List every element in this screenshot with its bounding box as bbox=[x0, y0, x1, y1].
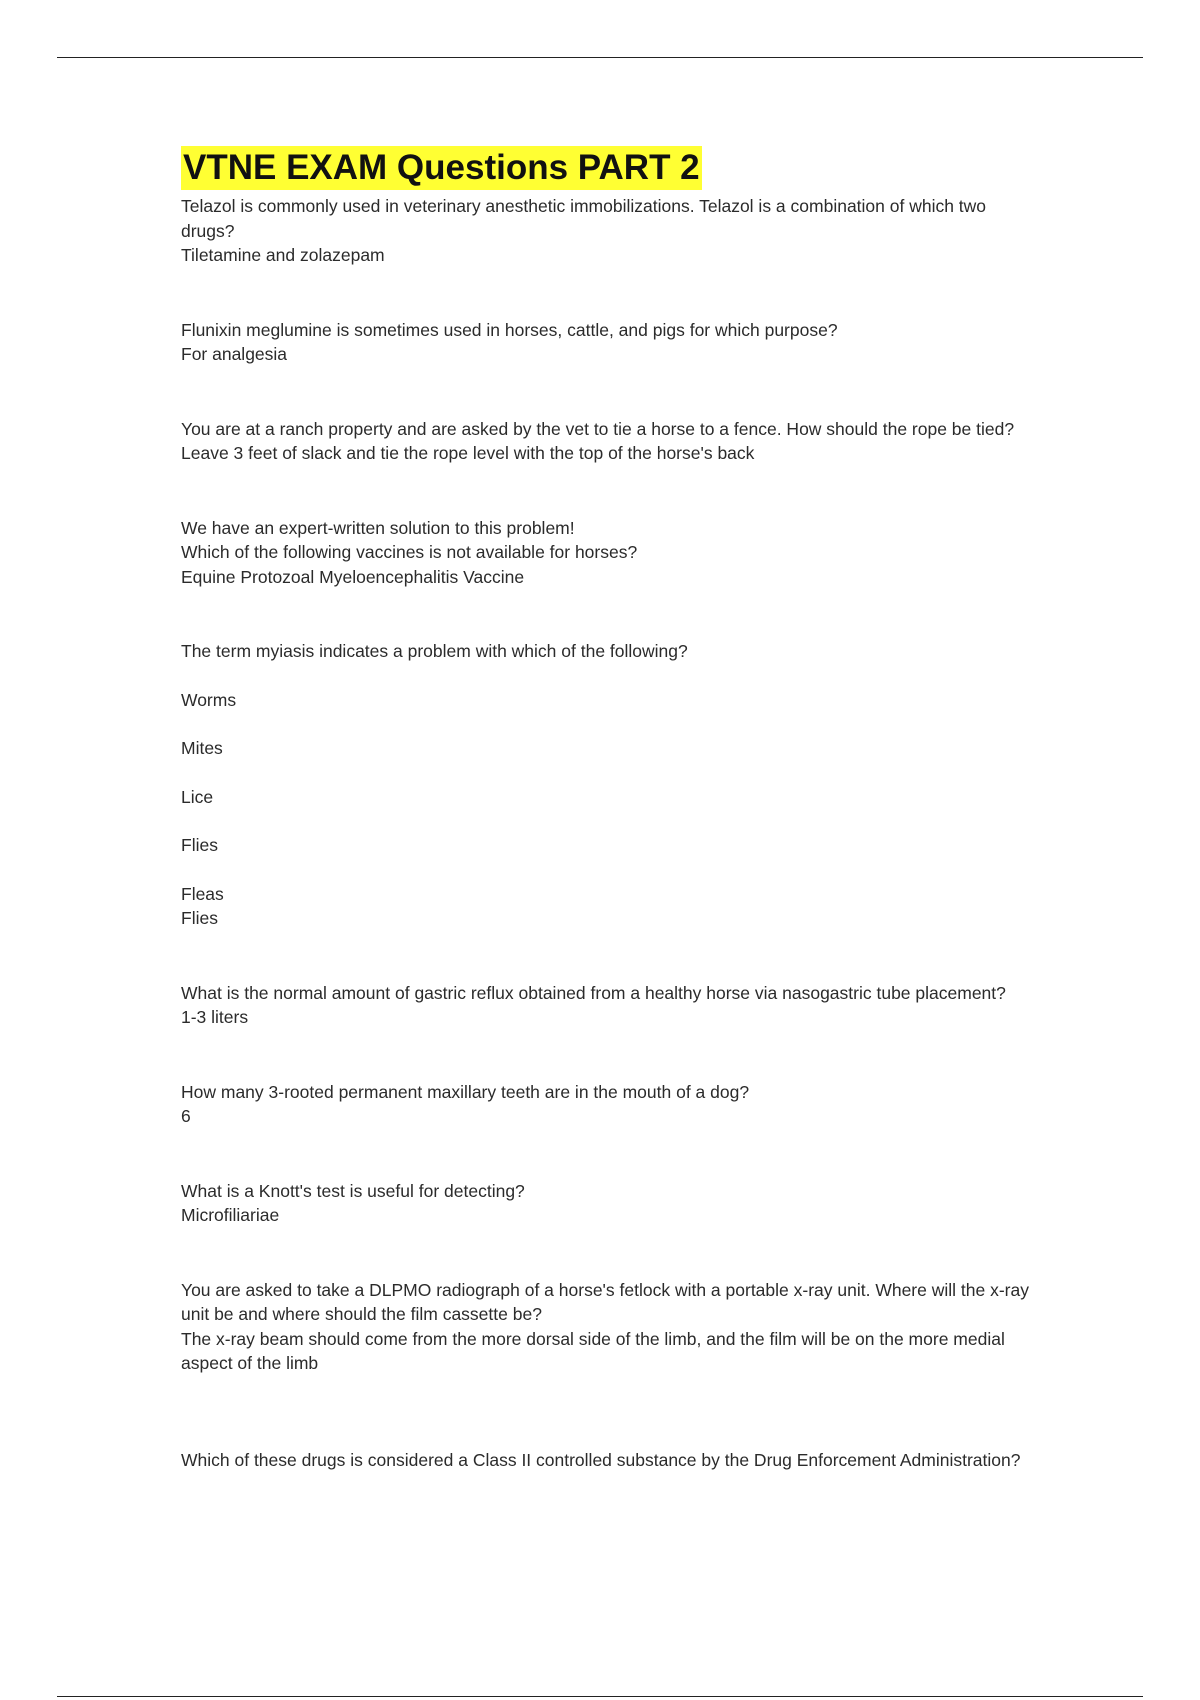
question-block-10 bbox=[181, 1448, 1031, 1473]
question-text: What is a Knott's test is useful for detecting? bbox=[181, 1180, 525, 1201]
answer-text: Equine Protozoal Myeloencephalitis Vaccine bbox=[181, 566, 525, 587]
question-block-3 bbox=[181, 417, 1031, 466]
question-block-8 bbox=[181, 1179, 1031, 1228]
top-rule bbox=[57, 57, 1143, 58]
question-text: Telazol is commonly used in veterinary anesthetic immobilizations. Telazol is a combination of which two drugs? bbox=[181, 196, 987, 241]
document-title: VTNE EXAM Questions PART 2 bbox=[181, 146, 702, 190]
answer-text: Microfiliariae bbox=[181, 1205, 280, 1225]
question-block-2 bbox=[181, 318, 1031, 367]
option-item: Flies bbox=[181, 835, 218, 855]
question-block-4 bbox=[181, 516, 1031, 590]
question-text: How many 3-rooted permanent maxillary teeth are in the mouth of a dog? bbox=[181, 1081, 750, 1102]
option-item: Mites bbox=[181, 738, 223, 758]
answer-text: Leave 3 feet of slack and tie the rope level with the top of the horse's back bbox=[181, 443, 755, 463]
bottom-rule bbox=[57, 1696, 1143, 1697]
question-block-6 bbox=[181, 981, 1031, 1030]
question-text: Which of these drugs is considered a Class II controlled substance by the Drug Enforcement Administration? bbox=[181, 1449, 1021, 1470]
answer-text: 6 bbox=[181, 1106, 191, 1126]
question-text: What is the normal amount of gastric reflux obtained from a healthy horse via nasogastric tube placement? bbox=[181, 982, 1006, 1003]
question-block-1 bbox=[181, 194, 1031, 268]
question-block-9 bbox=[181, 1278, 1031, 1376]
solution-note: We have an expert-written solution to this problem! bbox=[181, 517, 575, 538]
question-text: Flunixin meglumine is sometimes used in horses, cattle, and pigs for which purpose? bbox=[181, 319, 838, 340]
document-body bbox=[181, 146, 1031, 1472]
option-item: Fleas bbox=[181, 883, 224, 904]
answer-text: 1-3 liters bbox=[181, 1007, 249, 1027]
option-item: Lice bbox=[181, 786, 214, 807]
question-block-5 bbox=[181, 639, 1031, 931]
answer-text: The x-ray beam should come from the more dorsal side of the limb, and the film will be on the more medial aspect of the limb bbox=[181, 1328, 1005, 1373]
answer-text: For analgesia bbox=[181, 344, 288, 364]
question-text: You are at a ranch property and are asked by the vet to tie a horse to a fence. How should the rope be tied? bbox=[181, 418, 1015, 439]
option-item: Worms bbox=[181, 689, 237, 710]
answer-text: Tiletamine and zolazepam bbox=[181, 245, 385, 265]
question-text: Which of the following vaccines is not available for horses? bbox=[181, 542, 638, 562]
question-text: The term myiasis indicates a problem with which of the following? bbox=[181, 641, 688, 661]
answer-text: Flies bbox=[181, 908, 218, 928]
question-block-7 bbox=[181, 1080, 1031, 1129]
question-text: You are asked to take a DLPMO radiograph of a horse's fetlock with a portable x-ray unit. Where will the x-ray unit be and where should the film cassette be? bbox=[181, 1279, 1029, 1324]
